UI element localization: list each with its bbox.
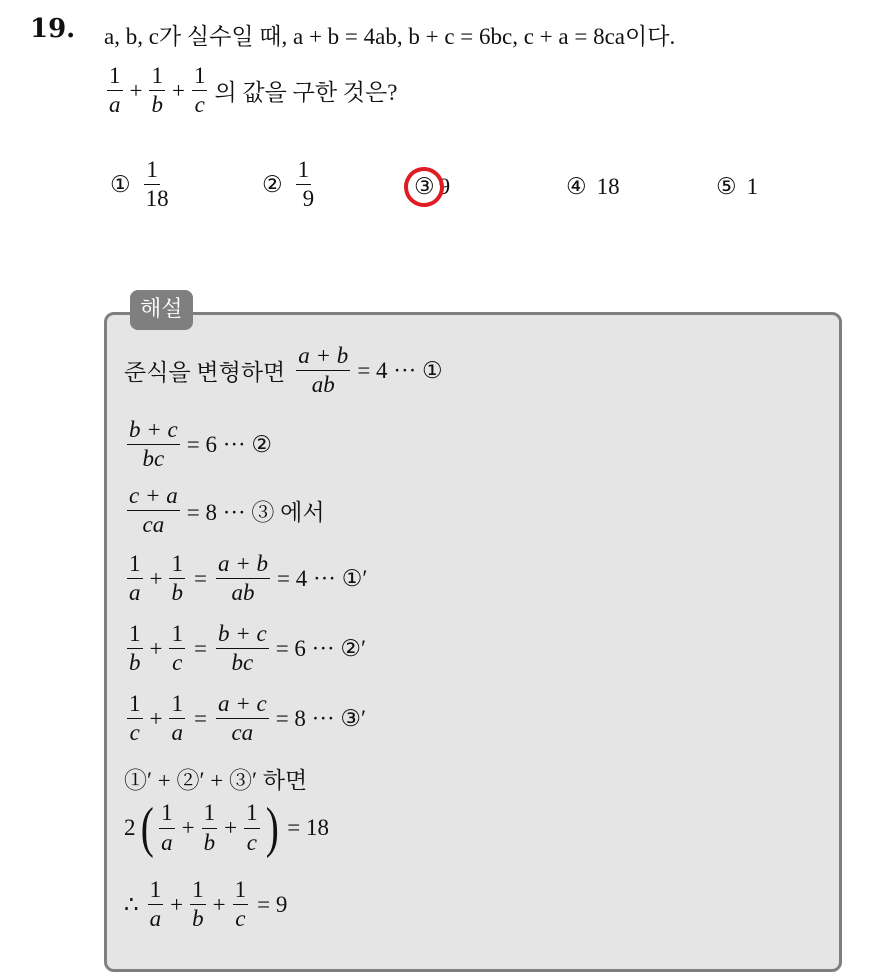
choice-2[interactable]: ② $\frac{1}{9}$	[262, 157, 315, 212]
question-stem-line2: $\frac{1}{a}$ + $\frac{1}{b}$ + $\frac{1}{c}$ 의 값을 구한 것은?	[109, 63, 398, 118]
solution-line-4: $\frac{1}{a}$ + $\frac{1}{b}$ = $\frac{a + b}{ab}$ = 4 ··· ①′	[129, 551, 368, 606]
question-number: 19.	[30, 14, 76, 44]
solution-line-2: $\frac{b + c}{bc}$ = 6 ··· ②	[129, 417, 273, 472]
solution-label: 해설	[130, 290, 193, 330]
choice-1[interactable]: ① $\frac{1}{18}$	[110, 157, 169, 212]
solution-line-6: $\frac{1}{c}$ + $\frac{1}{a}$ = $\frac{a + c}{ca}$ = 8 ··· ③′	[129, 691, 367, 746]
solution-line-9: ∴ $\frac{1}{a}$ + $\frac{1}{b}$ + $\frac{1}{c}$ = 9	[124, 877, 288, 932]
answer-mark-circle	[400, 163, 447, 210]
solution-line-3: $\frac{c + a}{ca}$ = 8 ··· ③ 에서	[129, 483, 325, 538]
solution-line-5: $\frac{1}{b}$ + $\frac{1}{c}$ = $\frac{b + c}{bc}$ = 6 ··· ②′	[129, 621, 367, 676]
solution-line-8: 2 ( $\frac{1}{a}$ + $\frac{1}{b}$ + $\frac{1}{c}$ ) = 18	[124, 797, 330, 859]
solution-line-7: ①′ + ②′ + ③′ 하면	[124, 768, 308, 793]
choice-5[interactable]: ⑤ 1	[716, 174, 759, 199]
choice-3[interactable]: ③ 9	[414, 174, 451, 199]
question-stem-line1: a, b, c가 실수일 때, a + b = 4ab, b + c = 6bc, c + a = 8ca이다.	[104, 24, 676, 49]
question-stem-suffix: 의 값을 구한 것은?	[214, 80, 398, 106]
solution-line-1: 준식을 변형하면 $\frac{a + b}{ab}$ = 4 ··· ①	[124, 343, 443, 398]
choice-4[interactable]: ④ 18	[566, 174, 620, 199]
